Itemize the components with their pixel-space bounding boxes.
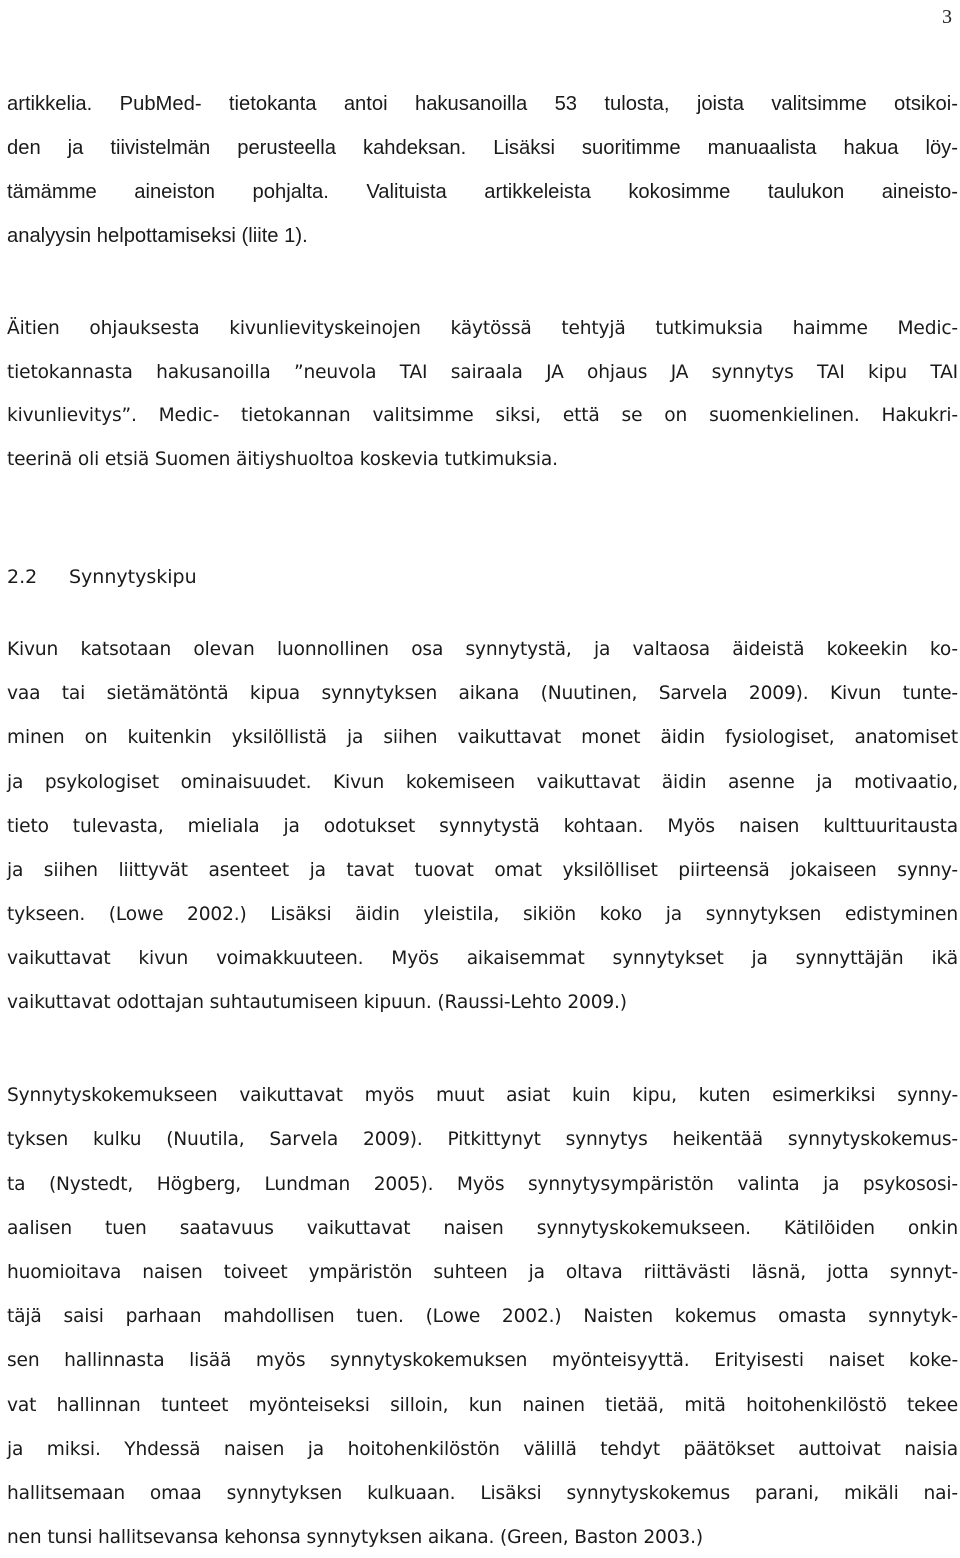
text-line: hallitsemaan omaa synnytyksen kulkuaan. Lisäksi synnytyskokemus parani, mikäli nai-	[7, 1483, 958, 1504]
text-line: tämämme aineiston pohjalta. Valituista artikkeleista kokosimme taulukon aineisto-	[7, 181, 958, 203]
text-line: ja miksi. Yhdessä naisen ja hoitohenkilöstön välillä tehdyt päätökset auttoivat naisia	[7, 1439, 958, 1460]
text-line: Äitien ohjauksesta kivunlievityskeinojen käytössä tehtyjä tutkimuksia haimme Medic-	[7, 318, 958, 339]
text-line: den ja tiivistelmän perusteella kahdeksan. Lisäksi suoritimme manuaalista hakua löy-	[7, 137, 958, 159]
text-line: vaikuttavat kivun voimakkuuteen. Myös aikaisemmat synnytykset ja synnyttäjän ikä	[7, 948, 958, 969]
text-line: Kivun katsotaan olevan luonnollinen osa synnytystä, ja valtaosa äideistä kokeekin ko-	[7, 639, 958, 660]
text-line: minen on kuitenkin yksilöllistä ja siihen vaikuttavat monet äidin fysiologiset, anatomiset	[7, 727, 958, 748]
page-number: 3	[942, 6, 952, 28]
text-line: nen tunsi hallitsevansa kehonsa synnytyksen aikana. (Green, Baston 2003.)	[7, 1527, 703, 1548]
text-line: vat hallinnan tunteet myönteiseksi silloin, kun nainen tietää, mitä hoitohenkilöstö tekee	[7, 1395, 958, 1416]
text-line: artikkelia. PubMed- tietokanta antoi hakusanoilla 53 tulosta, joista valitsimme otsikoi-	[7, 93, 958, 115]
section-heading	[7, 564, 958, 590]
text-line: täjä saisi parhaan mahdollisen tuen. (Lowe 2002.) Naisten kokemus omasta synnytyk-	[7, 1306, 958, 1327]
text-line: vaa tai sietämätöntä kipua synnytyksen aikana (Nuutinen, Sarvela 2009). Kivun tunte-	[7, 683, 958, 704]
text-line: ja siihen liittyvät asenteet ja tavat tuovat omat yksilölliset piirteensä jokaiseen synny-	[7, 860, 958, 881]
text-line: tykseen. (Lowe 2002.) Lisäksi äidin yleistila, sikiön koko ja synnytyksen edistyminen	[7, 904, 958, 925]
text-line: tietokannasta hakusanoilla ”neuvola TAI sairaala JA ohjaus JA synnytys TAI kipu TAI	[7, 362, 958, 383]
text-line: huomioitava naisen toiveet ympäristön suhteen ja oltava riittävästi läsnä, jotta synnyt-	[7, 1262, 958, 1283]
section-title: Synnytyskipu	[69, 566, 197, 588]
text-line: teerinä oli etsiä Suomen äitiyshuoltoa koskevia tutkimuksia.	[7, 449, 558, 470]
text-line: vaikuttavat odottajan suhtautumiseen kipuun. (Raussi-Lehto 2009.)	[7, 992, 627, 1013]
section-number: 2.2	[7, 566, 38, 588]
text-line: kivunlievitys”. Medic- tietokannan valitsimme siksi, että se on suomenkielinen. Hakukri-	[7, 405, 958, 426]
text-line: tieto tulevasta, mieliala ja odotukset synnytystä kohtaan. Myös naisen kulttuuritausta	[7, 816, 958, 837]
text-line: aalisen tuen saatavuus vaikuttavat naisen synnytyskokemukseen. Kätilöiden onkin	[7, 1218, 958, 1239]
text-line: sen hallinnasta lisää myös synnytyskokemuksen myönteisyyttä. Erityisesti naiset koke-	[7, 1350, 958, 1371]
text-line: ta (Nystedt, Högberg, Lundman 2005). Myös synnytysympäristön valinta ja psykososi-	[7, 1174, 958, 1195]
text-line: Synnytyskokemukseen vaikuttavat myös muut asiat kuin kipu, kuten esimerkiksi synny-	[7, 1085, 958, 1106]
text-line: tyksen kulku (Nuutila, Sarvela 2009). Pitkittynyt synnytys heikentää synnytyskokemus-	[7, 1129, 958, 1150]
text-line: analyysin helpottamiseksi (liite 1).	[7, 225, 308, 247]
text-line: ja psykologiset ominaisuudet. Kivun kokemiseen vaikuttavat äidin asenne ja motivaatio,	[7, 772, 958, 793]
